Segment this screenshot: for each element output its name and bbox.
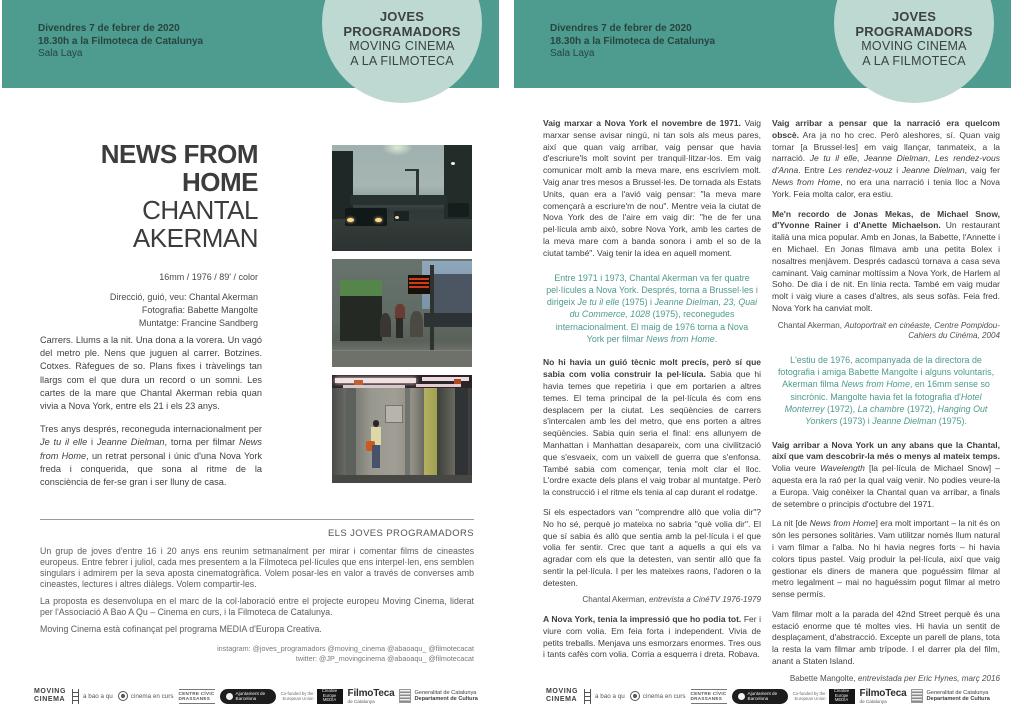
yellow-pillar [424, 388, 437, 475]
director-name-line-1: CHANTAL [142, 195, 258, 225]
film-still-night-street [332, 145, 472, 251]
ajuntament-barcelona-logo: Ajuntament de Barcelona [732, 689, 788, 704]
badge-line-4: A LA FILMOTECA [350, 54, 454, 68]
twitter-handles: twitter: @JP_movingcinema @abaoaqu_ @filmotecacat [295, 653, 474, 663]
film-title [18, 140, 258, 252]
moving-cinema-logo: MOVING CINEMA [546, 688, 578, 703]
synopsis-paragraph-2: Tres anys després, reconeguda internacionalment per Je tu il elle i Jeanne Dielman, torna per filmar News from Home, un retrat personal i únic d'una Nova York freda i conquerida, que sona al ritme de la consciència de fer-se gran i ser lluny de casa. [40, 424, 263, 488]
director-name-line-2: AKERMAN [132, 223, 258, 253]
akerman-quote-paragraph: No hi havia un guió tècnic molt precís, però sí que sabia com volia construir la pel·lícula. Sabia que hi havia temes que repetiria i que em portarien a altres temes. El tema principal de la pel·lícula és com ens desplacem per la ciutat. Les seqüències de carrers s'intercalen amb les del metro, que ens porten a altres seqüències. Sabia quin seria el final: ens allunyem de Manhattan i Manhattan desapareix, com una civilització que s'esvaeix, com un vaixell de guerra que s'enfonsa. També sabia com començar, tenia molt clar el lloc. L'ordre exacte dels plans el vaig trobar al muntatge. Però la construcció i el ritme els tenia al cap durant el rodatge. [543, 357, 762, 498]
partner-logos-bar [546, 688, 990, 704]
badge-line-2: PROGRAMADORS [343, 24, 461, 39]
badge-line-1: JOVES [891, 9, 937, 24]
eu-flag-icon: Creative Europe MEDIA [829, 689, 855, 704]
ajuntament-barcelona-logo: Ajuntament de Barcelona [220, 689, 276, 704]
jp-paragraph-3: Moving Cinema està cofinançat pel programa MEDIA d'Europa Creativa. [40, 624, 322, 634]
mangolte-quote-paragraph: La nit [de News from Home] era molt important – la nit és on són les persones solitàries. Vam utilitzar només llum natural i vam filmar a l'alba. No hi havia negres forts – hi havia colors tipus pastel. Vaig produir la pel·lícula, així que vaig gestionar els diners de manera que poguéssim filmar al metro legalment – mai no haguéssim pogut filmar al metro sense permís. [772, 518, 1000, 600]
film-title-line-2: HOME [182, 167, 258, 197]
moving-cinema-logo: MOVING CINEMA [34, 688, 66, 703]
interview-column-1 [543, 118, 761, 669]
mangolte-quote-paragraph: Vaig arribar a Nova York un any abans que la Chantal, així que vam descobrir-la més o menys al mateix temps. Volia veure Wavelength [la pel·lícula de Michael Snow] – aquesta era la raó per la qual vaig venir. No podies veure-la a Europa. Vaig conèixer la Chantal quan va arribar, a finals de setembre o principis d'octubre del 1971. [772, 439, 1000, 509]
cinema-en-curs-logo: cinema en curs [118, 691, 174, 701]
social-handles [40, 644, 474, 663]
synopsis [40, 334, 262, 499]
badge-line-1: JOVES [379, 9, 425, 24]
film-credits [18, 291, 258, 330]
joves-programadors-text [40, 546, 474, 635]
cinema-en-curs-logo: cinema en curs [630, 691, 686, 701]
screening-time-place: 18.30h a la Filmoteca de Catalunya [38, 35, 204, 47]
jp-paragraph-1: Un grup de joves d'entre 16 i 20 anys ens reunim setmanalment per mirar i comentar films de cineastes europeus. Entre febrer i juliol, cada mes presentem a la Filmoteca pel·lícules que ens interpel·len, ens semblen singulars i admirem per la seva aposta cinematogràfica. Volem posar-les en valor a través de converses amb cineastes, lectures i altres diàlegs. Volem compartir-les. [40, 546, 474, 589]
ladder-icon [583, 689, 592, 704]
credit-editing: Muntatge: Francine Sandberg [138, 318, 258, 328]
car-silhouette [345, 208, 387, 226]
akerman-quote-paragraph: Vaig marxar a Nova York el novembre de 1971. Vaig marxar sense avisar ningú, ni tan sols als meus pares, així que quan vaig arribar, vaig pensar que havia d'escriure'ls molt sovint per tranquil·litzar-los. Em vaig comunicar molt amb la meva mare, ens escrivíem molt. Vaig anar tres mesos a Brussel·les. De tornada als Estats Units, quan era a l'avió vaig pensar: "la meva mare començarà a escriure'm de nou". Mentre veia la ciutat de Nova York des de l'aire em vaig dir: "he de fer una pel·lícula amb això, sobre Nova York, amb les cartes de la meva mare com a banda sonora i amb el so de la ciutat també". Vaig tenir la idea en aquell moment. [543, 118, 761, 258]
person-standing [395, 304, 405, 319]
generalitat-catalunya-logo: Generalitat de Catalunya Departament de Cultura [911, 689, 989, 703]
led-sign [408, 275, 432, 293]
section-title: ELS JOVES PROGRAMADORS [327, 528, 474, 539]
film-title-line-1: NEWS FROM [100, 139, 258, 169]
eu-flag-icon: Creative Europe MEDIA [317, 689, 343, 704]
akerman-quote-paragraph: Vaig arribar a pensar que la narració era quelcom obscè. Ara ja no ho crec. Però aleshores, sí. Quan vaig tornar [a Brussel·les] em vaig llançar, tanmateix, a la narració. Je tu il elle, Jeanne Dielman, Les rendez-vous d'Anna. Entre Les rendez-vouz i Jeanne Dielman, vaig fer News from Home, no era una narració i tenia lloc a Nova York. Feia molta calor, era estiu. [772, 118, 1000, 199]
akerman-quote-paragraph: A Nova York, tenia la impressió que ho podia tot. Fer i viure com volia. Em feia forta i independent. Vivia de petits treballs. Menjava uns esmorzars enormes. Tres ous i tants cafès com volia. Corria a esquerra i dreta. Robava. [543, 613, 761, 660]
generalitat-senyera-icon [399, 689, 411, 703]
mangolte-quote-paragraph: Vam filmar molt a la parada del 42nd Street perquè és una estació enorme que té moltes vies. Hi havia un sentit de desplaçament, d'abstracció. Excepte un parell de plans, tota la resta la vam filmar amb trípode. I el darrer pla del film, anant a Staten Island. [772, 608, 1000, 667]
synopsis-paragraph-1: Carrers. Llums a la nit. Una dona a la vorera. Un vagó del metro ple. Nens que juguen al carrer. Botzines. Cotxes. Ràfegues de so. Plans fixes i tràvelings tan llargs com el que dura un record o un somni. Les cartes de la mare que Chantal Akerman rebia quan vivia a Nova York, entre els 21 i els 23 anys. [40, 335, 262, 412]
badge-line-3: MOVING CINEMA [861, 39, 967, 53]
filmoteca-logo: FilmoTeca de Catalunya [859, 688, 907, 704]
generalitat-senyera-icon [911, 689, 923, 703]
section-divider [40, 519, 474, 520]
screening-date: Divendres 7 de febrer de 2020 [550, 23, 692, 34]
editorial-note-teal: Entre 1971 i 1973, Chantal Akerman va fer quatre pel·lícules a Nova York. Després, torna a Brussel·les i dirigeix Je tu il elle (1975) i Jeanne Dielman, 23, Quai du Commerce, 1028 (1975), reconegudes internacionalment. El maig de 1976 torna a Nova York per filmar News from Home. [546, 272, 758, 345]
screening-info [38, 23, 203, 61]
ladder-icon [71, 689, 80, 704]
badge-line-3: MOVING CINEMA [349, 39, 455, 53]
centre-civic-drassanes-logo: CENTRE CÍVIC DRASSANES [691, 689, 727, 704]
akerman-quote-paragraph: Si els espectadors van "comprendre allò que volia dir"? No ho sé, perquè jo mateixa no sabria "què volia dir". El que sí sabia és allò que sentia amb la pel·lícula i el que volia fer sentir. Crec que tant a aquells a qui els va agradar com els que la detesten, van sentir allò que fa sentir la pel·lícula. I per les mateixes raons, l'adoren o la detesten. [543, 506, 761, 588]
generalitat-catalunya-logo: Generalitat de Catalunya Departament de Cultura [399, 689, 477, 703]
screening-room: Sala Laya [550, 48, 595, 59]
a-bao-a-qu-logo: a bao a qu [583, 689, 625, 704]
a-bao-a-qu-logo: a bao a qu [71, 689, 113, 704]
person-sitting [410, 311, 423, 337]
credit-photography: Fotografia: Babette Mangolte [141, 305, 258, 315]
akerman-quote-paragraph: Me'n recordo de Jonas Mekas, de Michael Snow, d'Yvonne Rainer i d'Anette Michaelson. Un restaurant italià una mica popular. Amb en Jonas, la Babette, l'Annette i en Michael. En Jonas filmava amb una petita Bolex i nosaltres menjàvem. Després cadascú tornava a casa seva caminant. Vaig caminar moltíssim a Nova York, de Harlem al Soho. De dia i de nit. En línia recta. També em vaig mudar molt i vaig viure a cases d'altres, als seus sofàs. Feia fred. Nova York ha canviat molt. [772, 208, 1000, 313]
film-specs: 16mm / 1976 / 89' / color [159, 272, 258, 282]
ajuntament-icon [226, 693, 233, 700]
streetlight-glow [382, 145, 413, 156]
cinema-en-curs-icon [118, 691, 128, 701]
film-still-subway-platform [332, 375, 472, 483]
page-right [512, 0, 1024, 724]
person-sitting [380, 313, 391, 337]
creative-europe-media-logo: Co-funded by the European Union Creative Europe MEDIA [281, 689, 343, 704]
screening-info [550, 23, 715, 61]
filmoteca-logo: FilmoTeca de Catalunya [347, 688, 395, 704]
film-still-street-corner [332, 259, 472, 367]
screening-date: Divendres 7 de febrer de 2020 [38, 23, 180, 34]
quote-attribution: Chantal Akerman, Autoportrait en cinéaste, Centre Pompidou-Cahiers du Cinéma, 2004 [777, 320, 1000, 341]
badge-line-2: PROGRAMADORS [855, 24, 973, 39]
fluorescent-light [335, 378, 416, 382]
credit-direction: Direcció, guió, veu: Chantal Akerman [109, 292, 258, 302]
cinema-en-curs-icon [630, 691, 640, 701]
quote-attribution: Babette Mangolte, entrevistada per Eric Hynes, març 2016 [789, 673, 1000, 683]
film-stills-column [332, 145, 472, 491]
editorial-note-teal: L'estiu de 1976, acompanyada de la directora de fotografia i amiga Babette Mangolte i alguns voluntaris, Akerman filma News from Home, en 16mm sense so sincrònic. Mangolte havia fet la fotografia d'Hotel Monterrey (1972), La chambre (1972), Hanging Out Yonkers (1973) i Jeanne Dielman (1975). [777, 354, 995, 427]
instagram-handles: instagram: @joves_programadors @moving_cinema @abaoaqu_ @filmotecacat [217, 644, 474, 653]
interview-column-2 [772, 118, 1000, 692]
ajuntament-icon [738, 693, 745, 700]
fluorescent-light [422, 377, 470, 381]
partner-logos-bar [34, 688, 478, 704]
creative-europe-media-logo: Co-funded by the European Union Creative Europe MEDIA [793, 689, 855, 704]
badge-line-4: A LA FILMOTECA [862, 54, 966, 68]
screening-time-place: 18.30h a la Filmoteca de Catalunya [550, 35, 716, 47]
jp-paragraph-2: La proposta es desenvolupa en el marc de la col·laboració entre el projecte europeu Moving Cinema, liderat per l'Associació A Bao A Qu – Cinema en curs, i la Filmoteca de Catalunya. [40, 596, 474, 617]
quote-attribution: Chantal Akerman, entrevista a CinéTV 1976-1979 [582, 595, 761, 605]
centre-civic-drassanes-logo: CENTRE CÍVIC DRASSANES [179, 689, 215, 704]
screening-room: Sala Laya [38, 48, 83, 59]
